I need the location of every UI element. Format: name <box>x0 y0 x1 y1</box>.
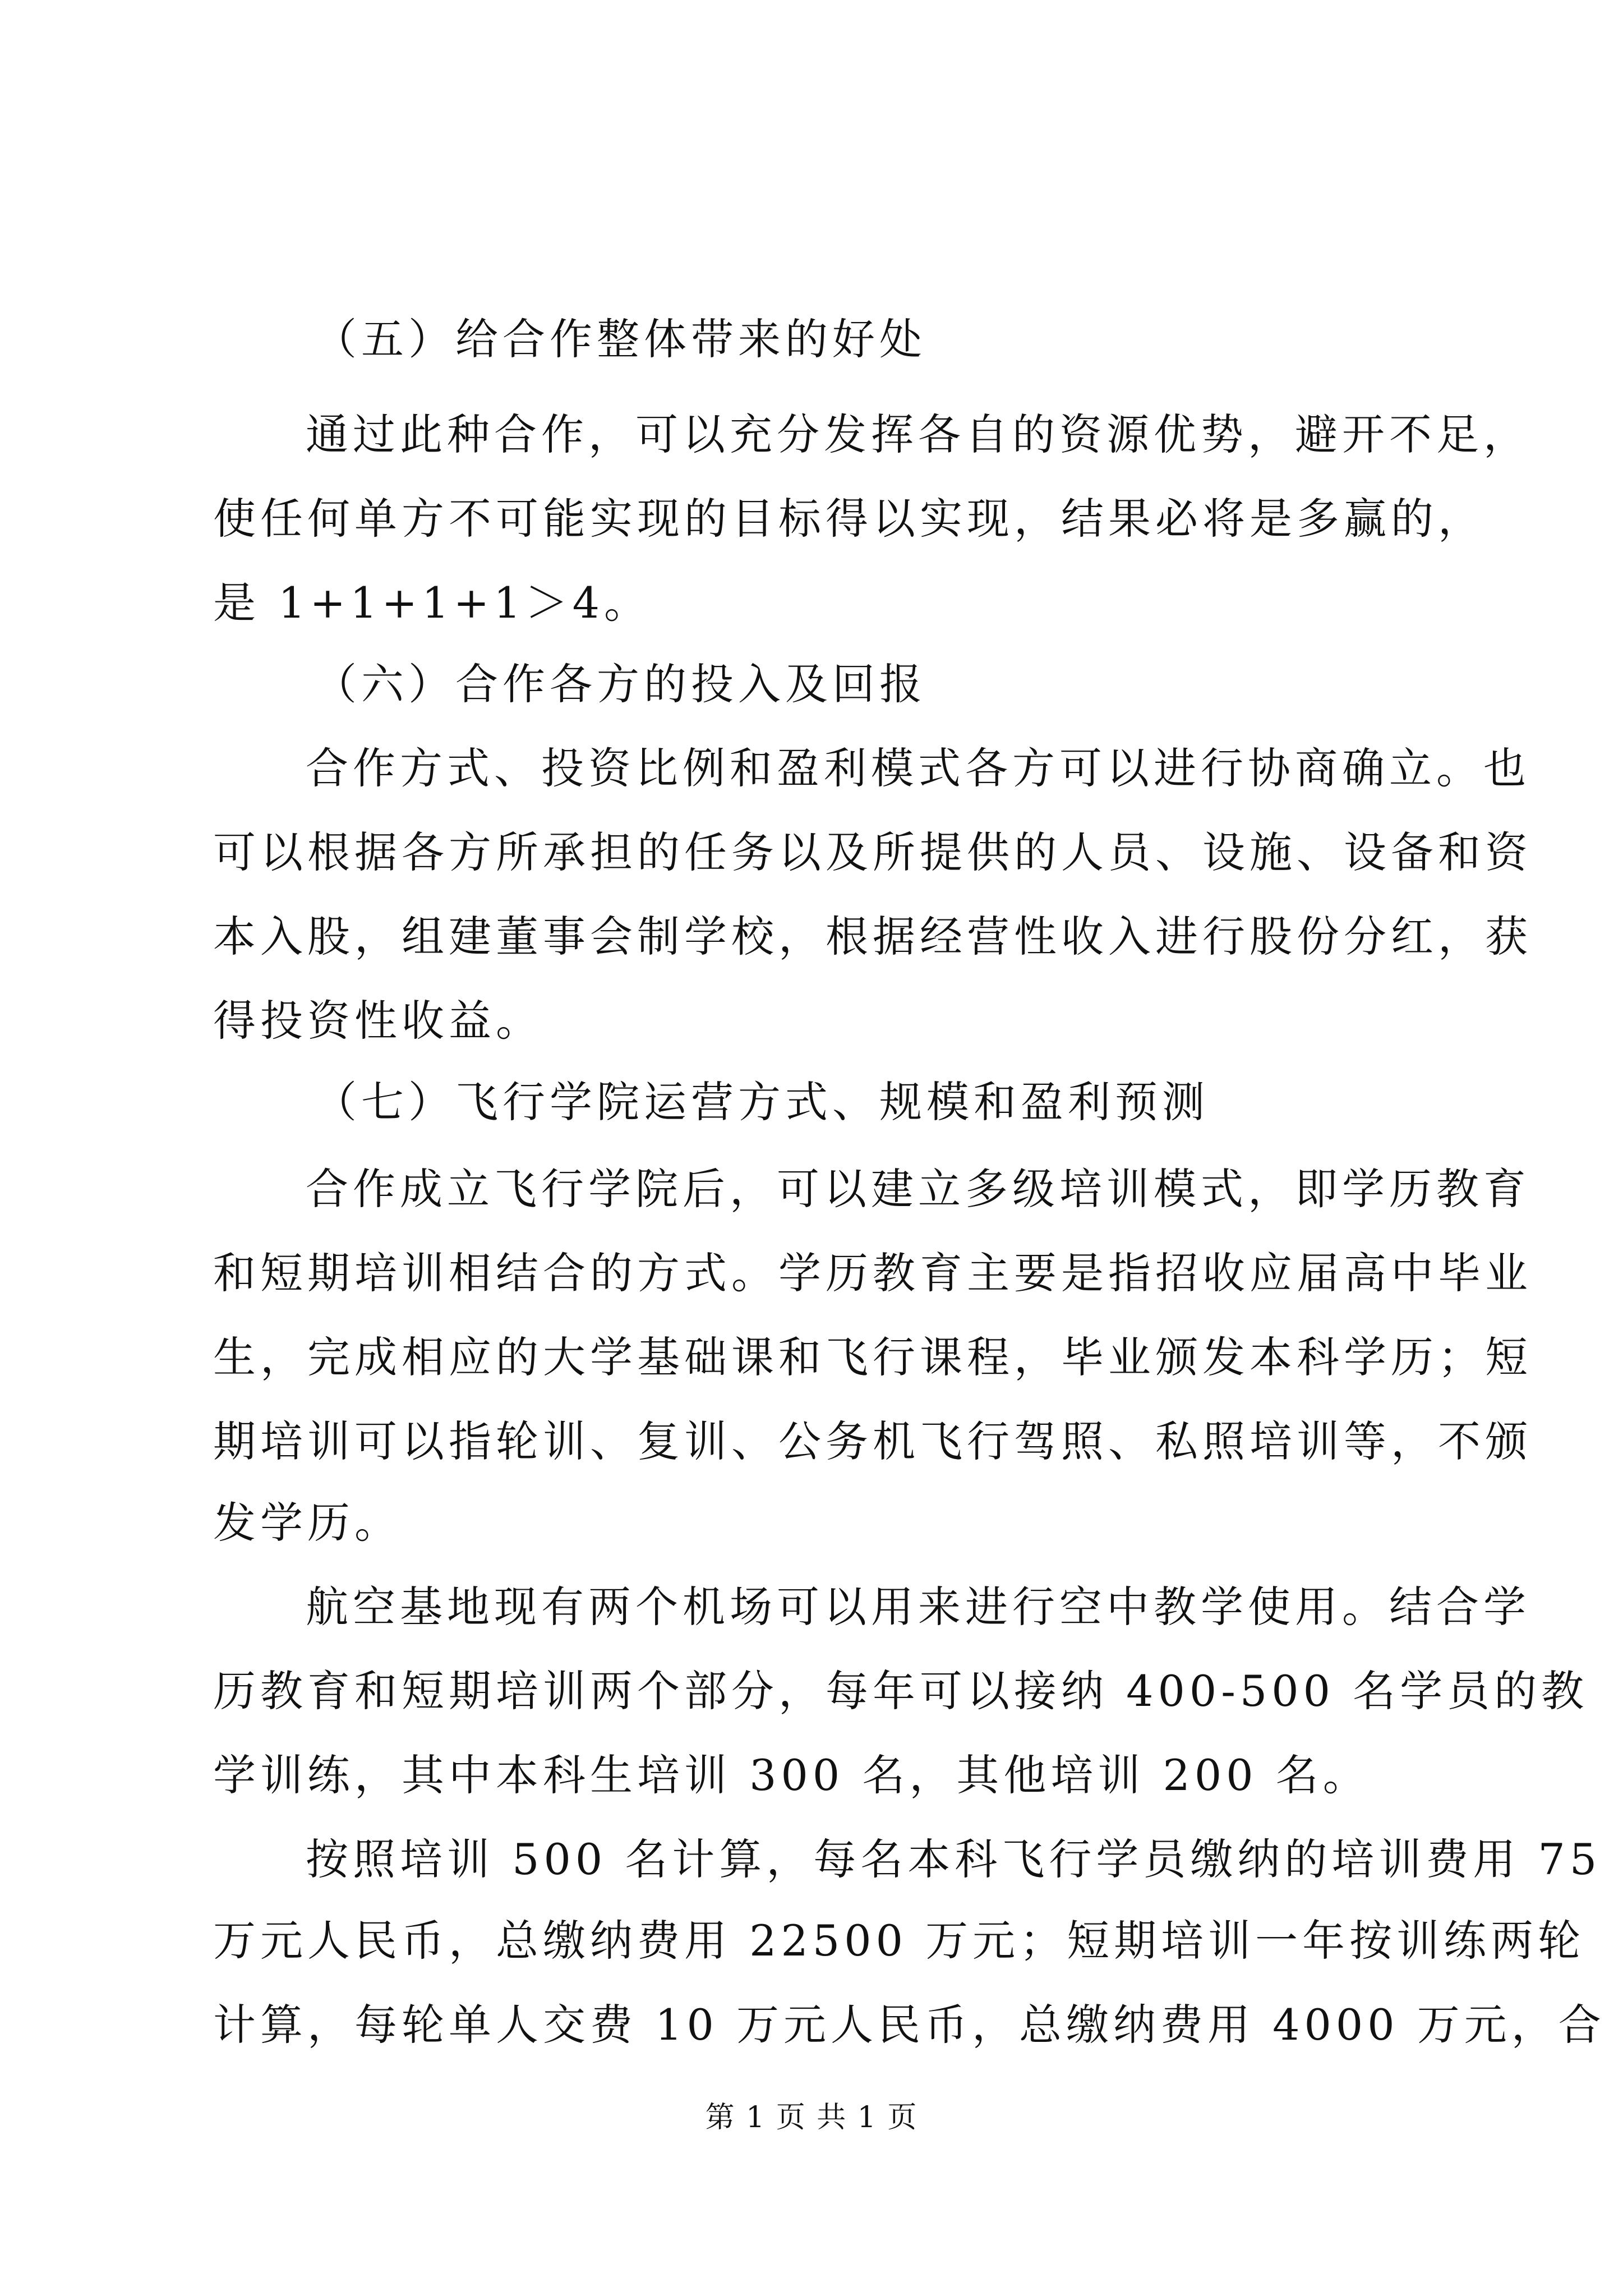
paragraph-line: 是 1+1+1+1＞4。 <box>213 578 651 628</box>
paragraph-line: 学训练，其中本科生培训 300 名，其他培训 200 名。 <box>213 1750 1370 1800</box>
paragraph-line: 合作成立飞行学院后，可以建立多级培训模式，即学历教育 <box>306 1164 1530 1214</box>
section-heading-6: （六）合作各方的投入及回报 <box>314 659 926 709</box>
paragraph-line: 航空基地现有两个机场可以用来进行空中教学使用。结合学 <box>306 1582 1530 1632</box>
paragraph-line: 通过此种合作，可以充分发挥各自的资源优势，避开不足， <box>306 409 1530 459</box>
paragraph-line: 发学历。 <box>213 1498 402 1548</box>
paragraph-line: 计算，每轮单人交费 10 万元人民币，总缴纳费用 4000 万元，合 <box>213 2000 1606 2050</box>
section-heading-7: （七）飞行学院运营方式、规模和盈利预测 <box>314 1077 1209 1127</box>
paragraph-line: 本入股，组建董事会制学校，根据经营性收入进行股份分红，获 <box>213 912 1532 961</box>
paragraph-line: 期培训可以指轮训、复训、公务机飞行驾照、私照培训等，不颁 <box>213 1416 1532 1466</box>
paragraph-line: 使任何单方不可能实现的目标得以实现，结果必将是多赢的， <box>213 494 1485 544</box>
section-heading-5: （五）给合作整体带来的好处 <box>314 314 926 364</box>
paragraph-line: 合作方式、投资比例和盈利模式各方可以进行协商确立。也 <box>306 743 1530 793</box>
paragraph-line: 按照培训 500 名计算，每名本科飞行学员缴纳的培训费用 75 <box>306 1834 1602 1884</box>
paragraph-line: 可以根据各方所承担的任务以及所提供的人员、设施、设备和资 <box>213 827 1532 877</box>
paragraph-line: 和短期培训相结合的方式。学历教育主要是指招收应届高中毕业 <box>213 1248 1532 1298</box>
paragraph-line: 历教育和短期培训两个部分，每年可以接纳 400-500 名学员的教 <box>213 1666 1589 1716</box>
paragraph-line: 生，完成相应的大学基础课和飞行课程，毕业颁发本科学历；短 <box>213 1332 1532 1382</box>
paragraph-line: 得投资性收益。 <box>213 996 543 1046</box>
page-footer: 第 1 页 共 1 页 <box>705 2101 918 2134</box>
paragraph-line: 万元人民币，总缴纳费用 22500 万元；短期培训一年按训练两轮 <box>213 1916 1585 1966</box>
